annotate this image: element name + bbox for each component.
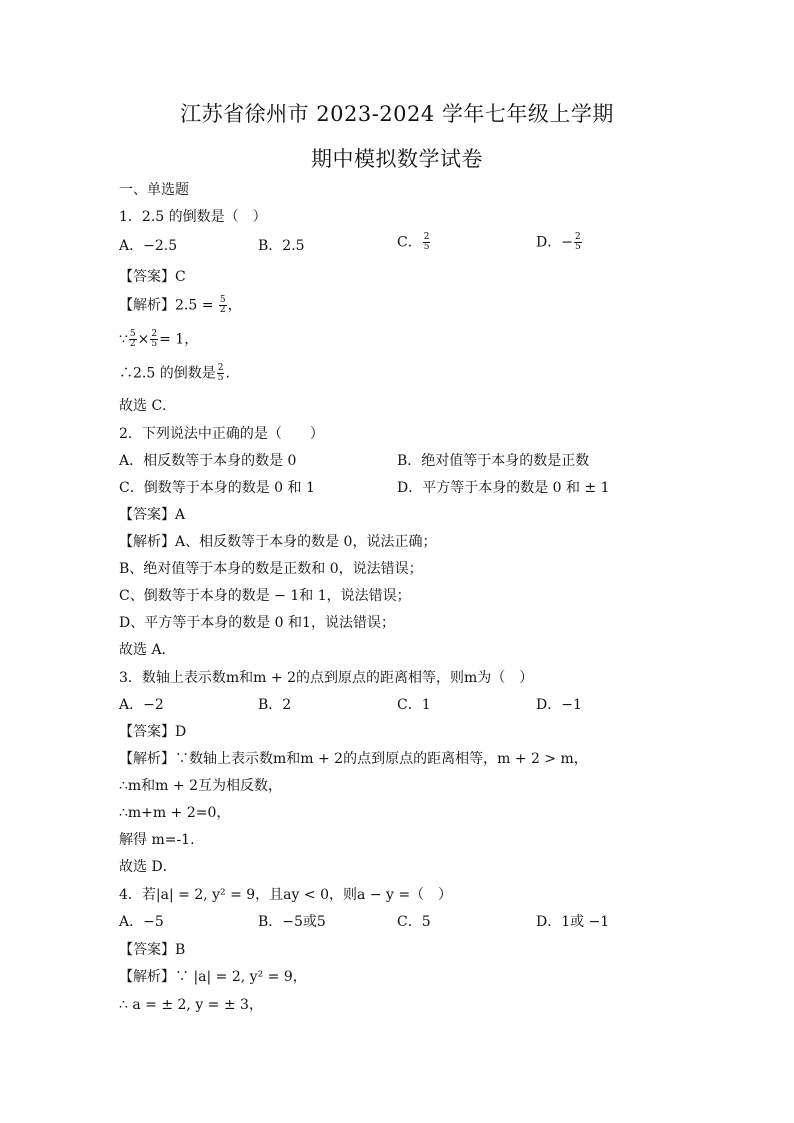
q2-explanation-2: B、绝对值等于本身的数是正数和 0，说法错误； [119,561,423,577]
q2-option-a: A．相反数等于本身的数是 0 [119,453,297,469]
q3-explanation-1: 【解析】∵数轴上表示数m和m + 2的点到原点的距离相等，m + 2 > m， [119,751,588,767]
fraction-denominator: 5 [217,373,224,383]
fraction [217,364,225,383]
q4-option-a: A．−5 [119,914,164,930]
q3-answer: 【答案】D [119,724,187,740]
q1-exp1-prefix: 【解析】2.5 = [119,297,218,314]
q2-stem: 2．下列说法中正确的是（ ） [119,426,324,442]
q3-option-b: B．2 [258,697,292,713]
q4-explanation-2: ∴ a = ± 2, y = ± 3， [119,997,263,1013]
q2-explanation-1: 【解析】A、相反数等于本身的数是 0，说法正确； [119,534,437,550]
fraction-numerator: 5 [129,329,136,339]
q1-option-c [397,233,431,252]
q3-final: 故选 D． [119,859,177,875]
title-line-1: 江苏省徐州市 2023-2024 学年七年级上学期 [180,102,614,126]
q2-option-c: C．倒数等于本身的数是 0 和 1 [119,480,315,496]
q4-option-b: B．−5或5 [258,914,326,930]
fraction-denominator: 5 [423,242,430,252]
q1-option-a: A．−2.5 [119,238,178,254]
q2-option-b: B．绝对值等于本身的数是正数 [397,453,590,469]
q3-stem: 3．数轴上表示数m和m + 2的点到原点的距离相等，则m为（ ） [119,670,534,686]
fraction-denominator: 2 [129,339,136,349]
q1-exp3-prefix: ∴2.5 的倒数是 [119,365,216,382]
q2-final: 故选 A． [119,642,176,658]
fraction-numerator: 2 [151,329,158,339]
q1-exp2-suffix: = 1， [159,331,199,348]
section-heading: 一、单选题 [119,182,189,198]
q3-explanation-4: 解得 m=-1. [119,832,195,848]
q3-option-d: D．−1 [536,697,582,713]
q1-explanation-1 [119,296,242,315]
q4-option-d: D．1或 −1 [536,914,610,930]
q1-exp2-prefix: ∵ [119,331,128,348]
q1-explanation-3 [119,364,230,383]
q1-answer: 【答案】C [119,269,186,285]
fraction [423,233,431,252]
q1-option-b: B．2.5 [258,238,305,254]
fraction [129,330,137,349]
fraction-numerator: 5 [219,295,226,305]
q4-explanation-1: 【解析】∵ |a| = 2, y² = 9， [119,969,307,985]
q4-stem: 4．若|a| = 2, y² = 9，且ay < 0，则a − y =（ ） [119,887,453,903]
fraction [574,233,582,252]
fraction-numerator: 2 [423,232,430,242]
fraction-numerator: 2 [574,232,581,242]
q2-explanation-4: D、平方等于本身的数是 0 和1，说法错误； [119,615,395,631]
fraction-denominator: 5 [151,339,158,349]
fraction [150,330,158,349]
q3-explanation-2: ∴m和m + 2互为相反数， [119,778,282,794]
q1-option-d [536,233,583,252]
title-line-2: 期中模拟数学试卷 [311,147,483,171]
q2-answer: 【答案】A [119,507,186,523]
q4-answer: 【答案】B [119,942,186,958]
q2-option-d: D．平方等于本身的数是 0 和 ± 1 [397,480,610,496]
fraction-numerator: 2 [217,363,224,373]
fraction-denominator: 2 [219,305,226,315]
q1-option-d-prefix: D．− [536,234,573,251]
q1-stem: 1．2.5 的倒数是（ ） [119,209,267,225]
q1-option-c-prefix: C． [397,234,422,251]
q1-exp2-times: × [137,331,150,348]
q4-option-c: C．5 [397,914,431,930]
q1-exp3-suffix: . [225,365,230,382]
fraction [219,296,227,315]
q2-explanation-3: C、倒数等于本身的数是 − 1和 1，说法错误； [119,588,411,604]
q3-option-a: A．−2 [119,697,164,713]
q3-explanation-3: ∴m+m + 2=0， [119,805,231,821]
fraction-denominator: 5 [574,242,581,252]
q1-explanation-2 [119,330,198,349]
q1-exp1-suffix: ， [227,297,242,314]
q1-final: 故选 C． [119,398,177,414]
q3-option-c: C．1 [397,697,431,713]
